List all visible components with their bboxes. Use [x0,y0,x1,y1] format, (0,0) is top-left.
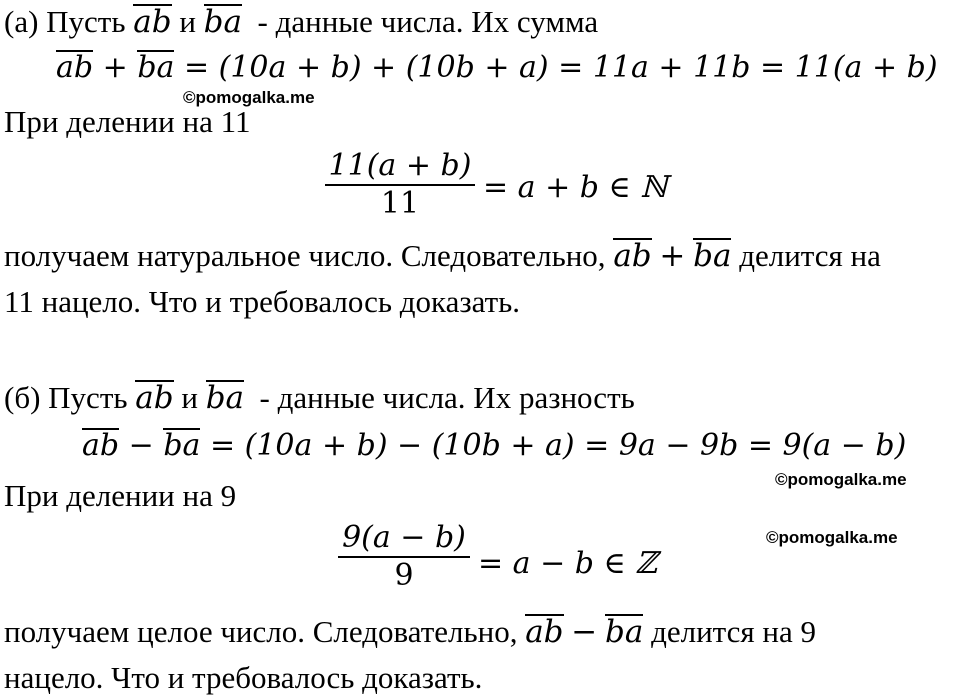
part-a-frac-result: = a + b ∈ ℕ [483,170,668,205]
part-b-ba-overline: ba [205,380,245,416]
part-a-conc-prefix: получаем натуральное число. Следовательно, [4,238,606,273]
part-b-eq-rhs: = (10a + b) − (10b + a) = 9a − 9b = 9(a − b) [209,428,907,463]
part-b-conc-ab: ab [525,614,564,650]
part-b-conc-prefix: получаем целое число. Следовательно, [4,614,518,649]
part-b-ab-overline: ab [135,380,174,416]
part-a-frac-denominator: 11 [380,186,420,221]
part-a-conc-op: + [659,238,686,274]
part-a-ba-overline: ba [203,4,242,40]
part-b-conclusion-line2: нацело. Что и требовалось доказать. [4,660,483,695]
part-b-eq-ba: ba [163,428,201,463]
part-a-intro-prefix: (а) Пусть [4,4,126,39]
part-a-intro-suffix: - данные числа. Их сумма [257,4,599,39]
part-a-conc-ba: ba [693,238,732,274]
part-a-frac-numerator: 11(a + b) [328,148,472,183]
part-a-eq-rhs: = (10a + b) + (10b + a) = 11a + 11b = 11(a + b) [183,50,938,85]
part-a-equation [56,50,938,86]
part-b-eq-op: − [128,428,154,463]
part-b-equation [82,428,906,464]
part-a-conc-ab: ab [613,238,652,274]
part-a-conclusion-line2: 11 нацело. Что и требовалось доказать. [4,284,521,319]
part-b-eq-ab: ab [82,428,120,463]
part-a-ab-overline: ab [133,4,172,40]
part-b-intro [4,380,635,416]
part-b-fraction [338,520,470,594]
part-b-and: и [181,380,198,415]
watermark-3: ©pomogalka.me [766,528,898,547]
part-b-intro-suffix: - данные числа. Их разность [259,380,635,415]
part-b-intro-prefix: (б) Пусть [4,380,128,415]
part-a-and: и [179,4,196,39]
part-a-division-text: При делении на 11 [4,104,251,139]
part-a-eq-op: + [102,50,128,85]
part-a-eq-ab: ab [56,50,94,85]
part-b-frac-numerator: 9(a − b) [342,520,466,555]
part-b-frac-denominator: 9 [394,558,414,593]
watermark-2: ©pomogalka.me [775,470,907,489]
part-a-conclusion-line1 [4,238,881,274]
watermark-1: ©pomogalka.me [183,88,315,107]
part-a-conc-suffix: делится на [739,238,881,273]
part-b-conc-suffix: делится на 9 [651,614,816,649]
part-b-division-text: При делении на 9 [4,478,237,513]
part-b-frac-result: = a − b ∈ ℤ [478,546,658,581]
part-a-intro [4,4,598,40]
part-b-conc-op: − [571,614,598,650]
part-a-eq-ba: ba [137,50,175,85]
part-b-conc-ba: ba [605,614,644,650]
part-a-fraction [325,148,475,222]
part-b-conclusion-line1 [4,614,816,650]
